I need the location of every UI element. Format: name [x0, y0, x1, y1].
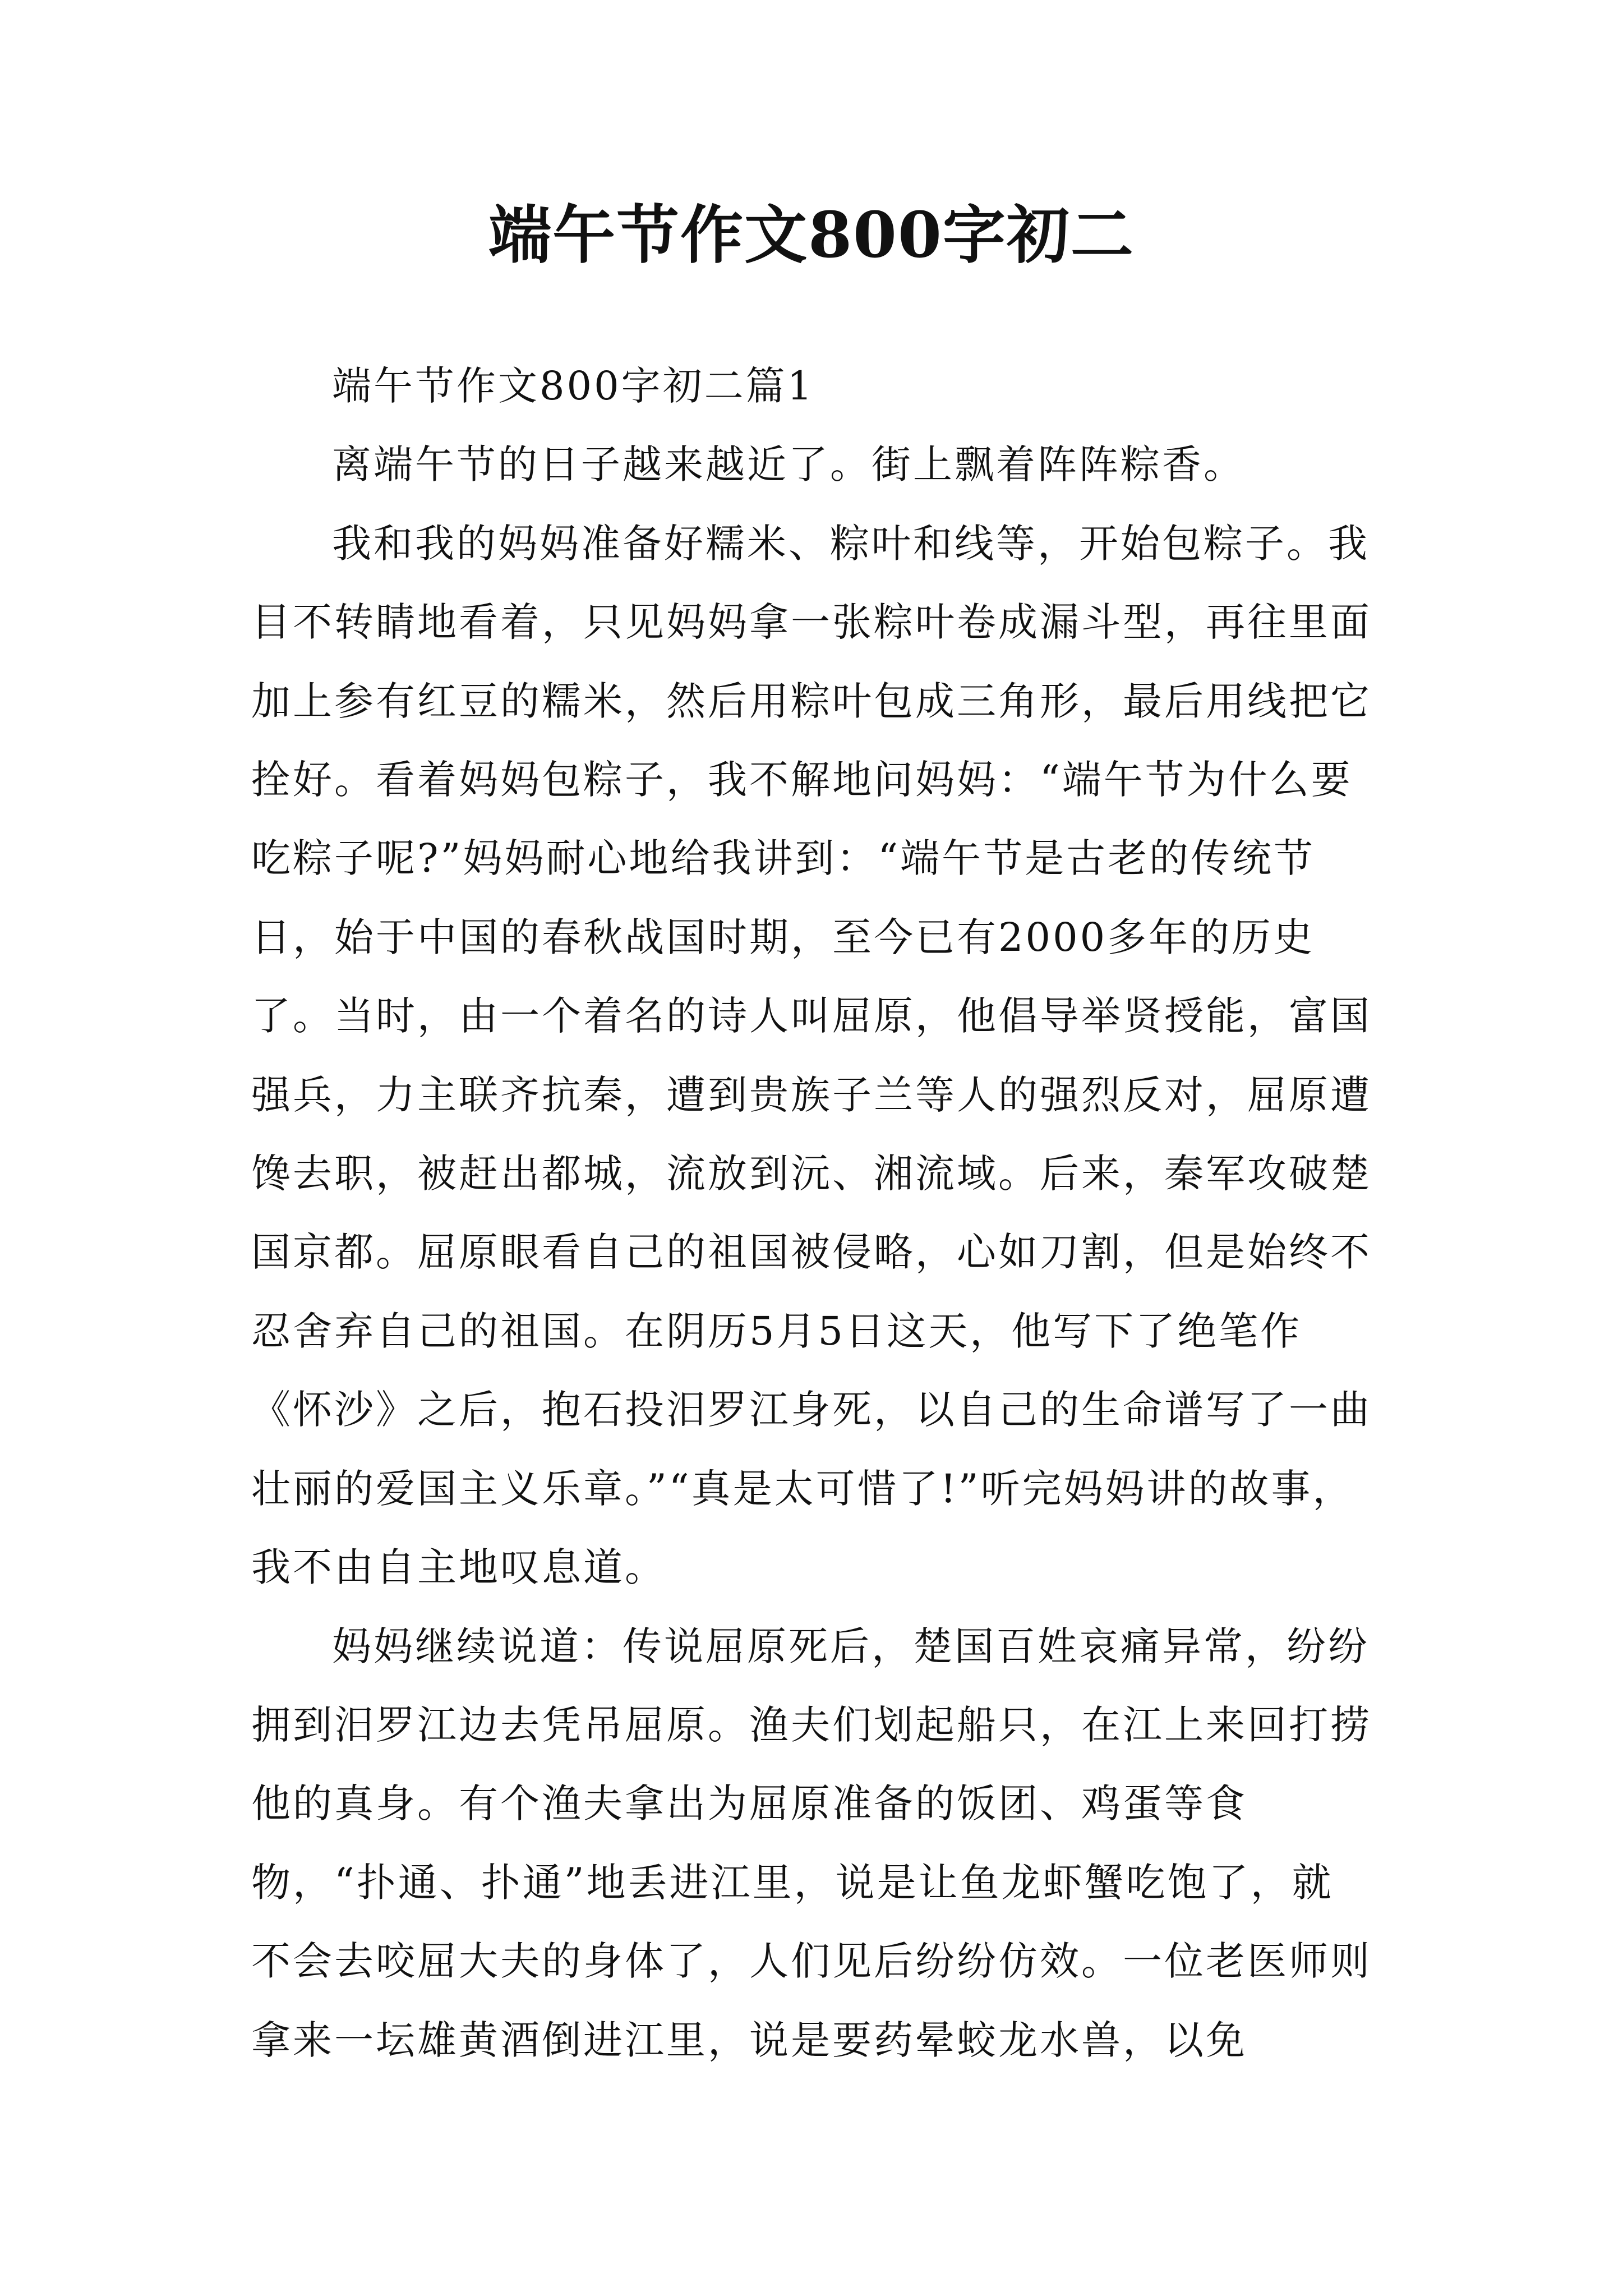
paragraph-heading: 端午节作文800字初二篇1: [332, 363, 815, 409]
paragraph: 离端午节的日子越来越近了。街上飘着阵阵粽香。: [332, 441, 1245, 488]
document-body: [251, 347, 1373, 2079]
paragraph: 妈妈继续说道：传说屈原死后，楚国百姓哀痛异常，纷纷拥到汨罗江边去凭吊屈原。渔夫们划起船只，在江上来回打捞他的真身。有个渔夫拿出为屈原准备的饭团、鸡蛋等食物，“扑通、扑通”地丢进江里，说是让鱼龙虾蟹吃饱了，就不会去咬屈大夫的身体了，人们见后纷纷仿效。一位老医师则拿来一坛雄黄酒倒进江里，说是要药晕蛟龙水兽，以免: [251, 1623, 1372, 2063]
paragraph: 我和我的妈妈准备好糯米、粽叶和线等，开始包粽子。我目不转睛地看着，只见妈妈拿一张粽叶卷成漏斗型，再往里面加上参有红豆的糯米，然后用粽叶包成三角形，最后用线把它拴好。看着妈妈包粽子，我不解地问妈妈：“端午节为什么要吃粽子呢?”妈妈耐心地给我讲到：“端午节是古老的传统节日，始于中国的春秋战国时期，至今已有2000多年的历史了。当时，由一个着名的诗人叫屈原，他倡导举贤授能，富国强兵，力主联齐抗秦，遭到贵族子兰等人的强烈反对，屈原遭馋去职，被赶出都城，流放到沅、湘流域。后来，秦军攻破楚国京都。屈原眼看自己的祖国被侵略，心如刀割，但是始终不忍舍弃自己的祖国。在阴历5月5日这天，他写下了绝笔作《怀沙》之后，抱石投汨罗江身死，以自己的生命谱写了一曲壮丽的爱国主义乐章。”“真是太可惜了!”听完妈妈讲的故事，我不由自主地叹息道。: [251, 520, 1372, 1591]
document-title: 端午节作文800字初二: [488, 199, 1135, 272]
